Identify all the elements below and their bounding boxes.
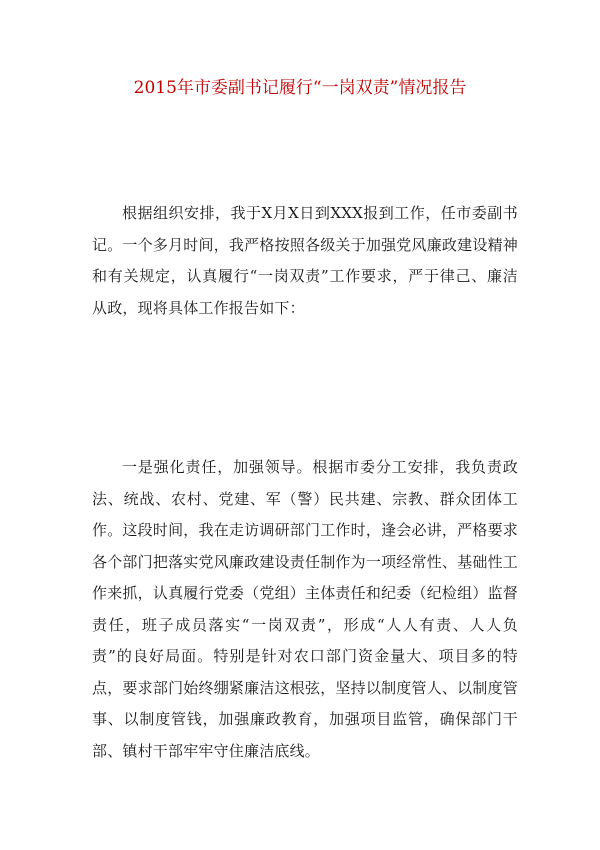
paragraph-point-one: 一是强化责任，加强领导。根据市委分工安排，我负责政法、统战、农村、党建、军（警）民共建、宗教、群众团体工作。这段时间，我在走访调研部门工作时，逢会必讲，严格要求各个部门把落实党风廉政建设责任制作为一项经常性、基础性工作来抓，认真履行党委（党组）主体责任和纪委（纪检组）监督责任，班子成员落实“一岗双责”，形成“人人有责、人人负责”的良好局面。特别是针对农口部门资金量大、项目多的特点，要求部门始终绷紧廉洁这根弦，坚持以制度管人、以制度管事、以制度管钱，加强廉政教育，加强项目监管，确保部门干部、镇村干部牢牢守住廉洁底线。 [92, 458, 518, 760]
document-title: 2015年市委副书记履行“一岗双责”情况报告 [133, 78, 467, 98]
paragraph-intro: 根据组织安排，我于X月X日到XXX报到工作，任市委副书记。一个多月时间，我严格按照各级关于加强党风廉政建设精神和有关规定，认真履行“一岗双责”工作要求，严于律己、廉洁从政，现将具体工作报告如下： [92, 204, 518, 317]
